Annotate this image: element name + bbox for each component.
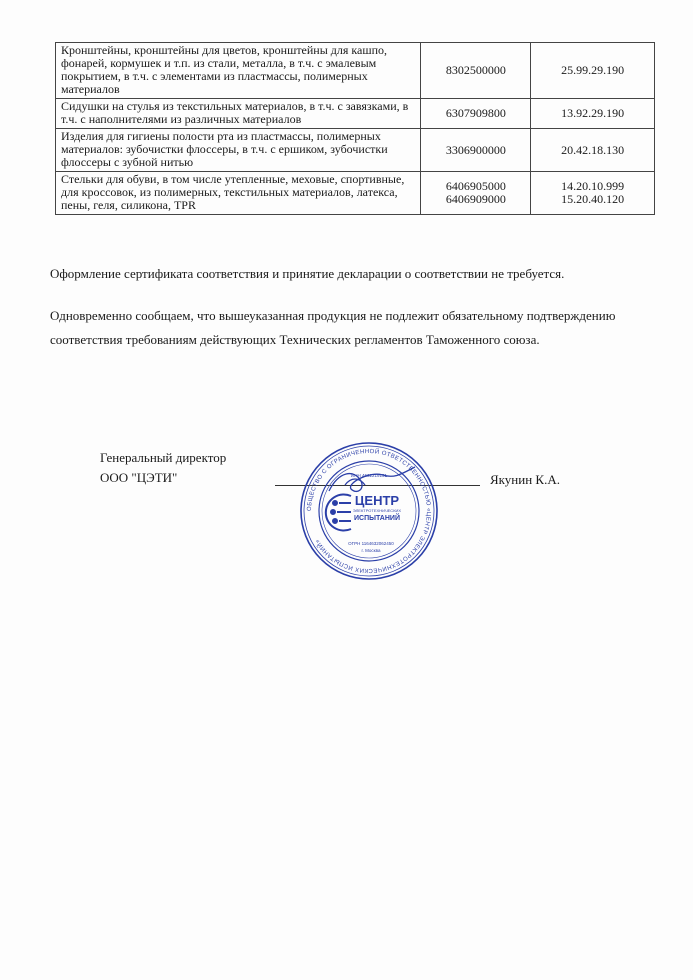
tnved-code: 6406909000 bbox=[445, 192, 506, 206]
seal-center-title: ЦЕНТР bbox=[354, 493, 400, 508]
okpd-code: 14.20.10.999 bbox=[561, 179, 625, 193]
okpd-code-cell: 13.92.29.190 bbox=[531, 99, 655, 129]
signatory-company: ООО "ЦЭТИ" bbox=[100, 470, 178, 485]
no-confirmation-paragraph: Одновременно сообщаем, что вышеуказанная продукция не подлежит обязательному подтверждению соответствия требованиям действующих Технических регламентов Таможенного союза. bbox=[50, 308, 616, 347]
product-name-cell: Изделия для гигиены полости рта из пластмассы, полимерных материалов: зубочистки флоссеры, в т.ч. с ершиком, зубочистки флоссеры с зубной нитью bbox=[56, 129, 421, 172]
okpd-code-cell: 20.42.18.130 bbox=[531, 129, 655, 172]
signatory-position: Генеральный директор bbox=[100, 450, 227, 465]
table-row bbox=[56, 99, 655, 129]
signatory-title bbox=[100, 448, 226, 488]
product-name-cell: Стельки для обуви, в том числе утепленные, меховые, спортивные, для кроссовок, из полимерных, текстильных материалов, латекса, пены, геля, силикона, TPR bbox=[56, 172, 421, 215]
seal-ogrn: ОГРН 1164632062450 bbox=[348, 541, 394, 546]
tnved-code-cell: 6307909800 bbox=[421, 99, 531, 129]
okpd-code: 15.20.40.120 bbox=[561, 192, 625, 206]
tnved-code-cell: 8302500000 bbox=[421, 43, 531, 99]
gear-icon bbox=[326, 495, 351, 531]
handwritten-signature bbox=[329, 467, 415, 491]
tnved-code-cell bbox=[421, 172, 531, 215]
product-name-cell: Сидушки на стулья из текстильных материалов, в т.ч. с завязками, в т.ч. с наполнителями из различных материалов bbox=[56, 99, 421, 129]
seal-center-line3: ИСПЫТАНИЙ bbox=[354, 515, 400, 522]
table-row bbox=[56, 172, 655, 215]
signatory-name: Якунин К.А. bbox=[490, 472, 560, 487]
company-seal bbox=[299, 441, 439, 581]
seal-city: г. Москва bbox=[361, 548, 381, 553]
table-row bbox=[56, 129, 655, 172]
okpd-code-cell bbox=[531, 172, 655, 215]
no-certificate-paragraph: Оформление сертификата соответствия и принятие декларации о соответствии не требуется. bbox=[50, 266, 565, 281]
products-table bbox=[55, 42, 655, 215]
okpd-code-cell: 25.99.29.190 bbox=[531, 43, 655, 99]
seal-ring-text: ОБЩЕСТВО С ОГРАНИЧЕННОЙ ОТВЕТСТВЕННОСТЬЮ «ЦЕНТР ЭЛЕКТРОТЕХНИЧЕСКИХ ИСПЫТАНИЙ» bbox=[306, 448, 432, 574]
tnved-code-cell: 3306900000 bbox=[421, 129, 531, 172]
seal-center-subtitle: ЭЛЕКТРОТЕХНИЧЕСКИХ bbox=[352, 508, 402, 513]
seal-inn: ИНН 4632219151 bbox=[350, 473, 388, 478]
table-row bbox=[56, 43, 655, 99]
product-name-cell: Кронштейны, кронштейны для цветов, кронштейны для кашпо, фонарей, кормушек и т.п. из стали, металла, в т.ч. с эмалевым покрытием, в т.ч. с элементами из пластмассы, полимерных материалов bbox=[56, 43, 421, 99]
tnved-code: 6406905000 bbox=[445, 179, 506, 193]
